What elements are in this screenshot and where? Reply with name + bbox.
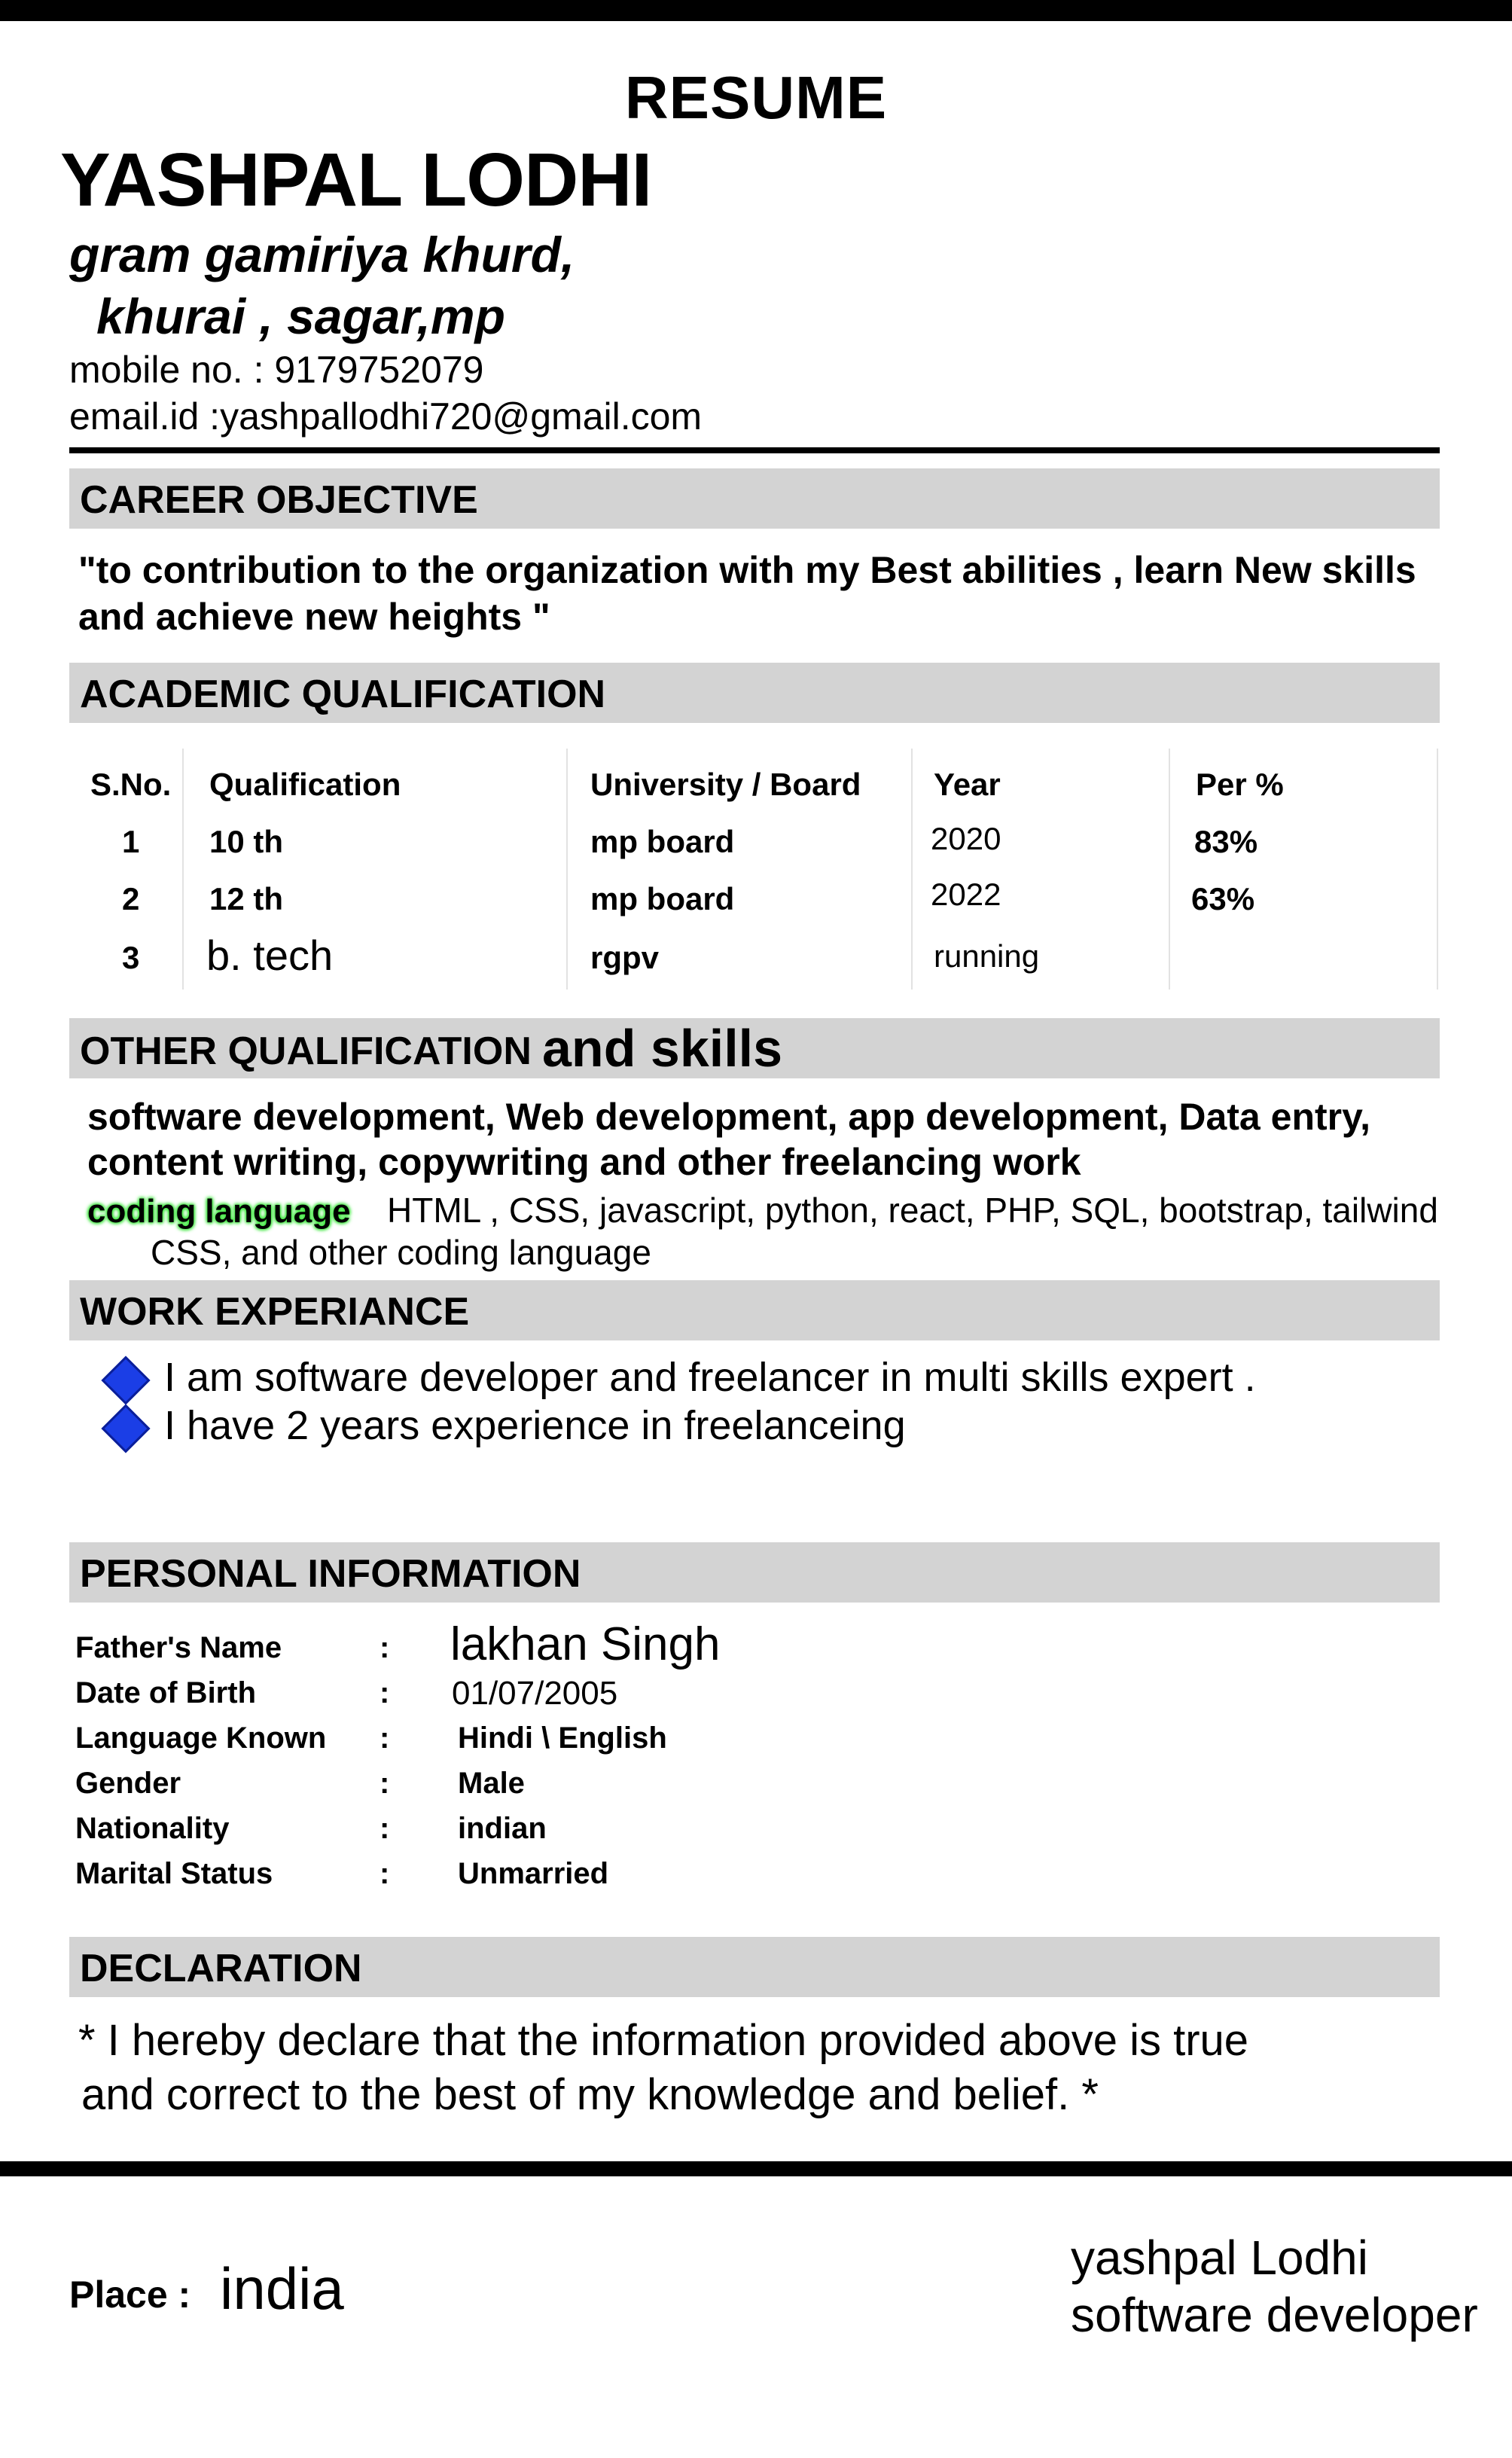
personal-colon: : bbox=[380, 1722, 390, 1755]
work-item-text: I am software developer and freelancer in multi skills expert . bbox=[164, 1355, 1256, 1400]
candidate-name: YASHPAL LODHI bbox=[60, 138, 652, 222]
skills-line-2: content writing, copywriting and other freelancing work bbox=[87, 1141, 1081, 1183]
section-heading: DECLARATION bbox=[80, 1947, 362, 1990]
personal-value: lakhan Singh bbox=[450, 1618, 721, 1670]
column-header: Qualification bbox=[209, 767, 401, 802]
personal-label: Gender bbox=[75, 1767, 181, 1800]
coding-languages-line-2: CSS, and other coding language bbox=[151, 1233, 651, 1272]
table-divider bbox=[1437, 749, 1438, 990]
table-cell: 2020 bbox=[931, 821, 1001, 856]
coding-language-label: coding language bbox=[87, 1193, 351, 1230]
personal-value: indian bbox=[458, 1812, 547, 1845]
table-divider bbox=[911, 749, 913, 990]
objective-line-2: and achieve new heights " bbox=[78, 596, 550, 638]
table-cell: 1 bbox=[122, 824, 140, 859]
personal-value: Male bbox=[458, 1767, 525, 1800]
table-divider bbox=[182, 749, 184, 990]
address-line-1: gram gamiriya khurd, bbox=[69, 227, 575, 282]
column-header: Year bbox=[934, 767, 1001, 802]
table-cell: running bbox=[934, 938, 1040, 974]
table-cell: rgpv bbox=[590, 940, 660, 975]
table-cell: b. tech bbox=[206, 932, 334, 979]
footer-divider bbox=[0, 2161, 1512, 2176]
bullet-diamond-icon bbox=[101, 1356, 150, 1404]
bullet-diamond-icon bbox=[101, 1404, 150, 1453]
academic-table bbox=[69, 749, 1440, 990]
section-other-qualification bbox=[69, 1018, 1440, 1078]
section-heading-suffix: and skills bbox=[542, 1019, 783, 1078]
section-work-experience bbox=[69, 1280, 1440, 1340]
coding-languages-line-1: HTML , CSS, javascript, python, react, PHP, SQL, bootstrap, tailwind bbox=[387, 1191, 1438, 1230]
table-cell: 12 th bbox=[209, 881, 284, 916]
signature-title: software developer bbox=[1071, 2288, 1478, 2342]
section-personal-information bbox=[69, 1542, 1440, 1603]
personal-colon: : bbox=[380, 1676, 390, 1709]
personal-value: Unmarried bbox=[458, 1857, 609, 1890]
declaration-line-1: * I hereby declare that the information provided above is true bbox=[78, 2016, 1249, 2065]
top-border bbox=[0, 0, 1512, 21]
personal-label: Language Known bbox=[75, 1722, 327, 1755]
section-heading: WORK EXPERIANCE bbox=[80, 1290, 470, 1334]
email-address: email.id :yashpallodhi720@gmail.com bbox=[69, 395, 703, 438]
personal-colon: : bbox=[380, 1767, 390, 1800]
personal-label: Marital Status bbox=[75, 1857, 273, 1890]
table-cell: mp board bbox=[590, 824, 735, 859]
column-header: S.No. bbox=[90, 767, 172, 802]
section-academic-qualification bbox=[69, 663, 1440, 723]
table-cell: mp board bbox=[590, 881, 735, 916]
column-header: University / Board bbox=[590, 767, 861, 802]
table-cell: 10 th bbox=[209, 824, 284, 859]
work-item bbox=[108, 1402, 906, 1449]
objective-line-1: "to contribution to the organization with my Best abilities , learn New skills bbox=[78, 549, 1416, 591]
section-heading: ACADEMIC QUALIFICATION bbox=[80, 672, 606, 716]
mobile-number: mobile no. : 9179752079 bbox=[69, 349, 484, 391]
personal-colon: : bbox=[380, 1812, 390, 1845]
personal-colon: : bbox=[380, 1631, 390, 1664]
table-cell: 2022 bbox=[931, 877, 1001, 912]
personal-value: 01/07/2005 bbox=[452, 1675, 618, 1712]
table-cell: 2 bbox=[122, 881, 140, 916]
section-heading: PERSONAL INFORMATION bbox=[80, 1552, 581, 1596]
table-divider bbox=[566, 749, 568, 990]
personal-label: Nationality bbox=[75, 1812, 230, 1845]
work-item-text: I have 2 years experience in freelanceing bbox=[164, 1403, 906, 1448]
section-heading: CAREER OBJECTIVE bbox=[80, 478, 478, 522]
section-heading: OTHER QUALIFICATION bbox=[80, 1029, 532, 1073]
place-label: Place : bbox=[69, 2273, 191, 2316]
personal-colon: : bbox=[380, 1857, 390, 1890]
personal-label: Date of Birth bbox=[75, 1676, 256, 1709]
header-divider bbox=[69, 447, 1440, 453]
table-cell: 83% bbox=[1194, 824, 1258, 859]
personal-label: Father's Name bbox=[75, 1631, 282, 1664]
table-divider bbox=[1169, 749, 1170, 990]
address-line-2: khurai , sagar,mp bbox=[96, 288, 505, 344]
signature-name: yashpal Lodhi bbox=[1071, 2231, 1368, 2285]
resume-title: RESUME bbox=[624, 64, 888, 131]
column-header: Per % bbox=[1196, 767, 1284, 802]
section-declaration bbox=[69, 1937, 1440, 1997]
table-cell: 63% bbox=[1191, 881, 1255, 916]
table-cell: 3 bbox=[122, 940, 140, 975]
personal-value: Hindi \ English bbox=[458, 1722, 667, 1755]
section-career-objective bbox=[69, 468, 1440, 529]
place-value: india bbox=[220, 2255, 344, 2322]
work-item bbox=[108, 1354, 1256, 1401]
declaration-line-2: and correct to the best of my knowledge and belief. * bbox=[81, 2070, 1099, 2119]
skills-line-1: software development, Web development, app development, Data entry, bbox=[87, 1096, 1371, 1138]
